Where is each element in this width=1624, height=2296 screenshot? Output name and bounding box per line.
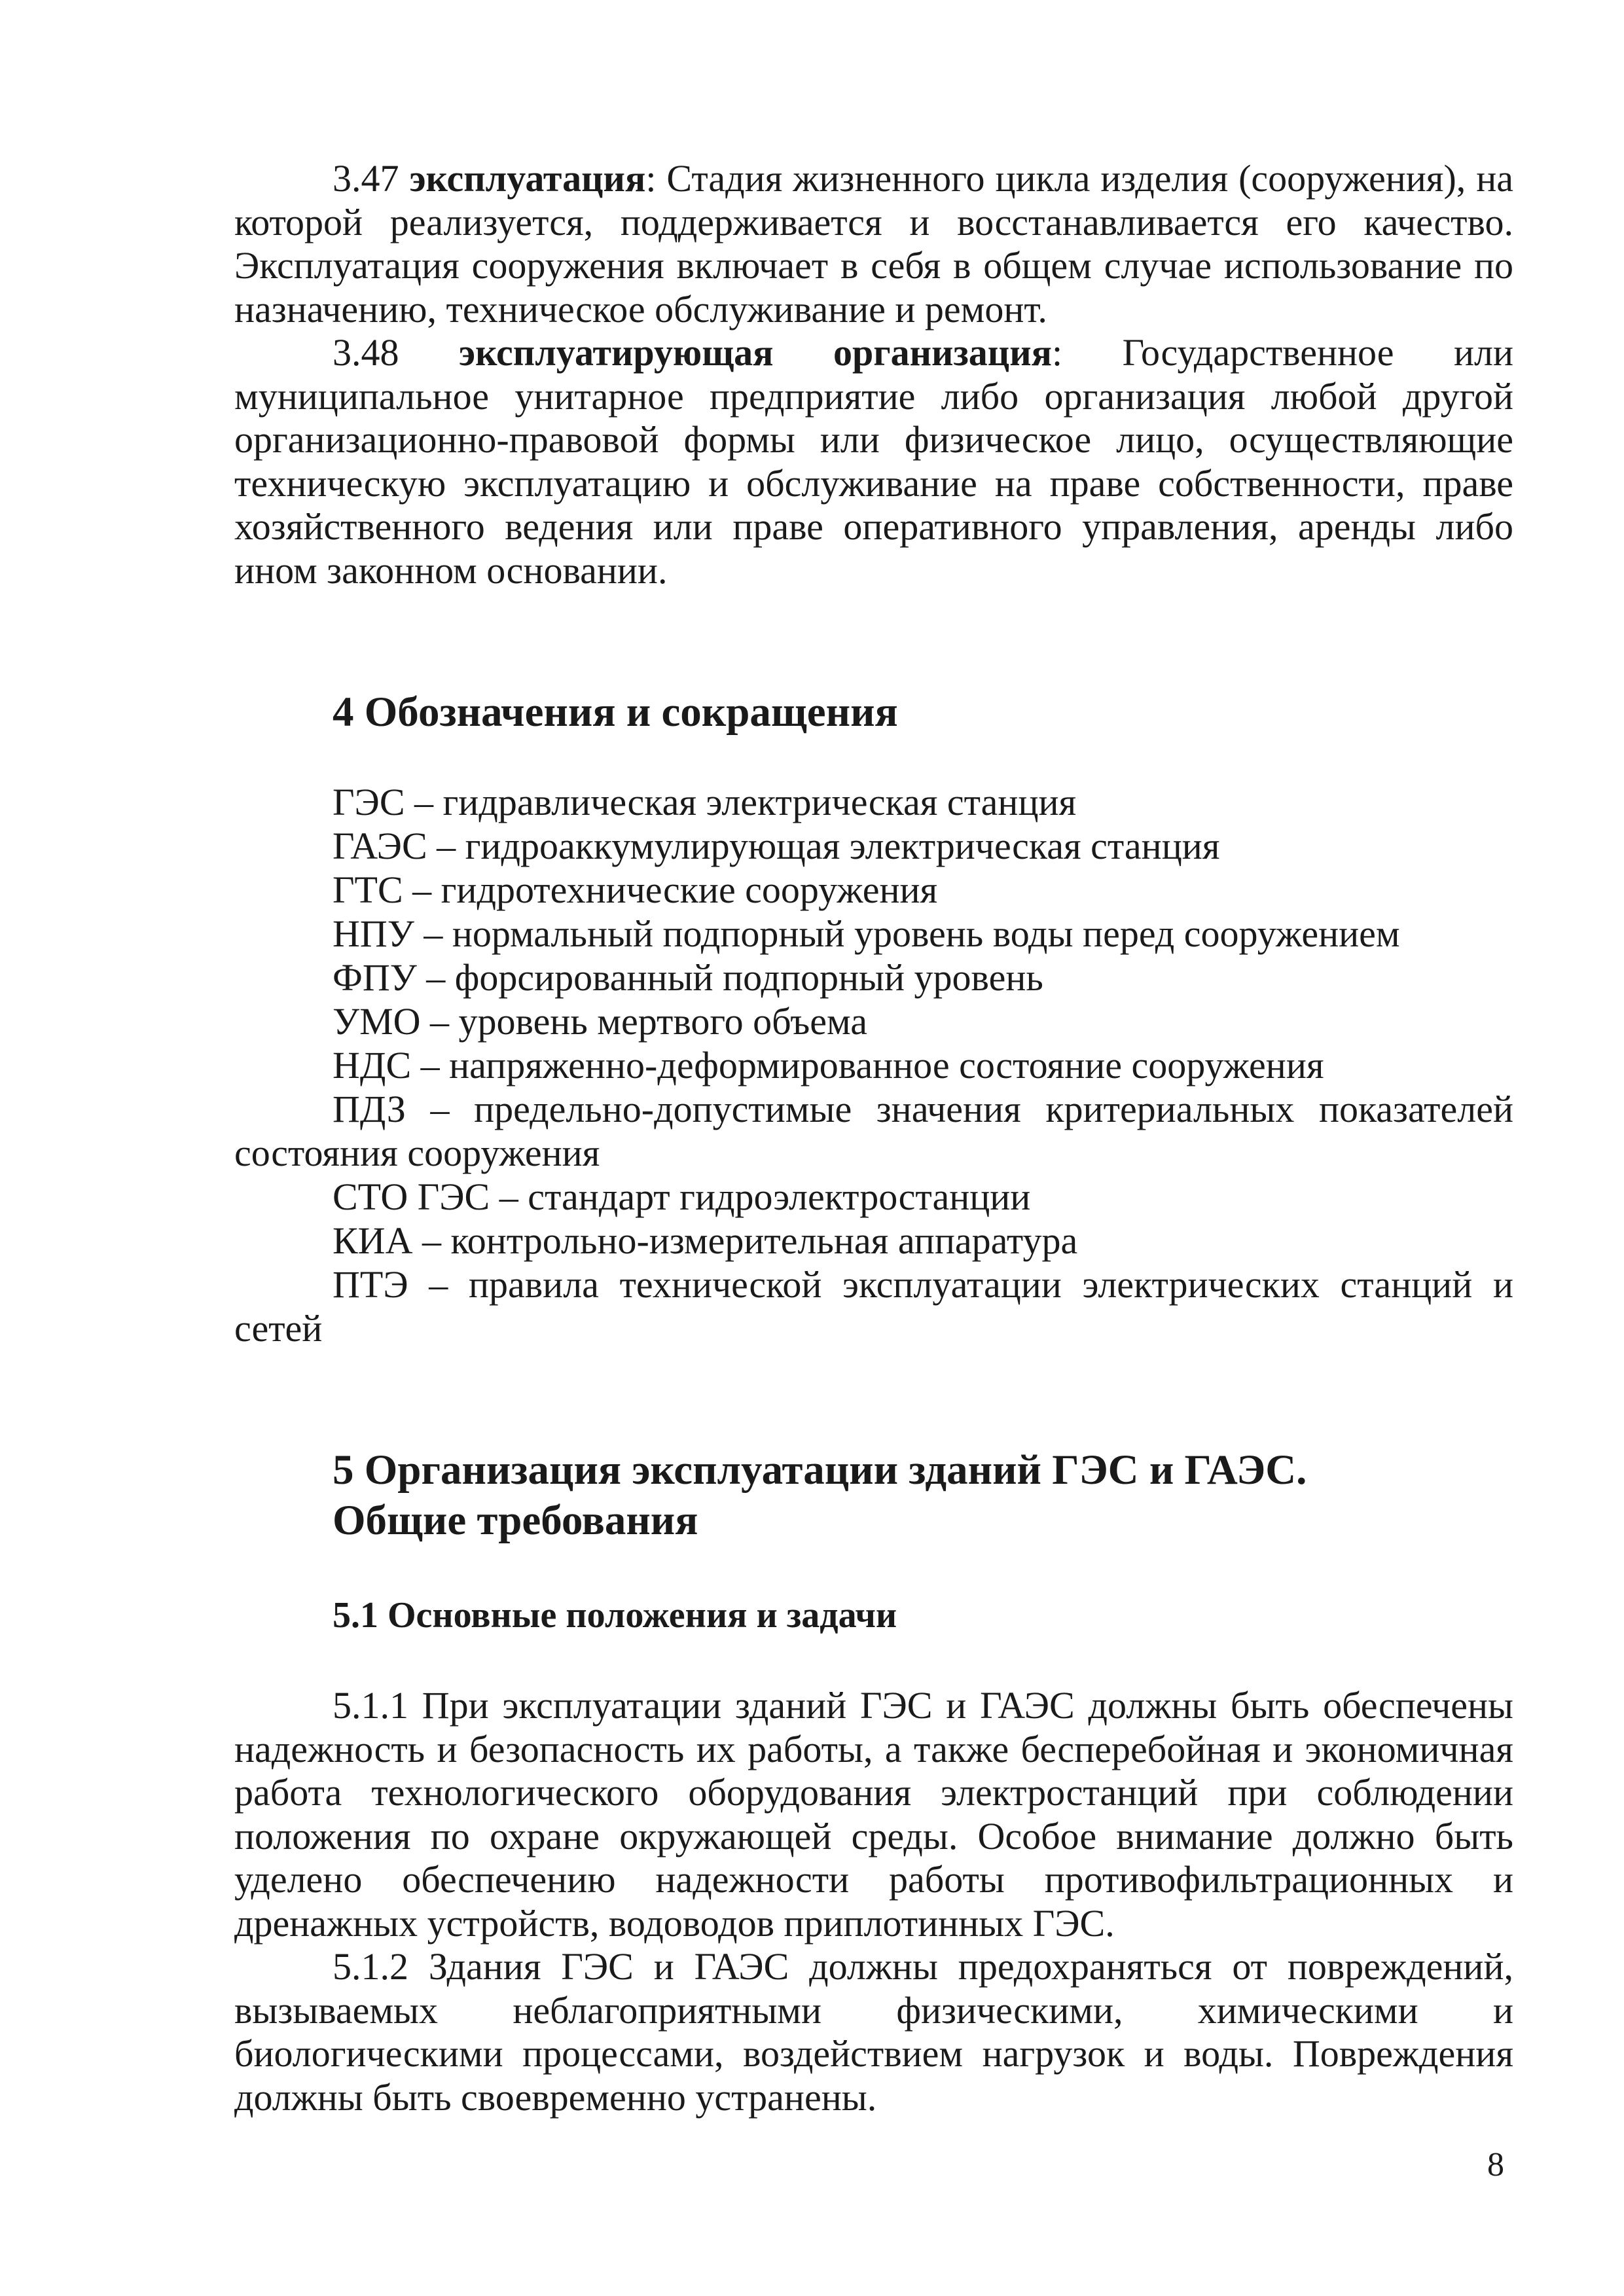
term-definition: : Государственное или муниципальное унитарное предприятие либо организация любой другой организационно-правовой формы или физическое лицо, осуществляющие техническую эксплуатацию и обслуживание на праве собственности, праве хозяйственного ведения или праве оперативного управления, аренды либо ином законном основании. bbox=[234, 331, 1513, 592]
abbreviation-item: СТО ГЭС – стандарт гидроэлектростанции bbox=[333, 1175, 1031, 1218]
abbreviation-item: ПДЗ – предельно-допустимые значения критериальных показателей состояния сооружения bbox=[234, 1088, 1513, 1174]
abbreviation-item: ГАЭС – гидроаккумулирующая электрическая станция bbox=[333, 825, 1220, 867]
abbreviation-item: УМО – уровень мертвого объема bbox=[333, 1000, 868, 1043]
term-definition: : Стадия жизненного цикла изделия (сооружения), на которой реализуется, поддерживается и восстанавливается его качество. Эксплуатация сооружения включает в себя в общем случае использование по назначению, техническое обслуживание и ремонт. bbox=[234, 157, 1514, 331]
abbreviation-item: НДС – напряженно-деформированное состояние сооружения bbox=[333, 1044, 1324, 1086]
subsection-5-1-heading: 5.1 Основные положения и задачи bbox=[333, 1595, 897, 1636]
abbreviation-item: ПТЭ – правила технической эксплуатации электрических станций и сетей bbox=[234, 1263, 1513, 1350]
term-number: 3.47 bbox=[333, 157, 399, 200]
abbreviation-item: ГЭС – гидравлическая электрическая станция bbox=[333, 781, 1077, 823]
section-4-heading: 4 Обозначения и сокращения bbox=[333, 689, 898, 736]
section-5-heading-line-1: 5 Организация эксплуатации зданий ГЭС и ГАЭС. bbox=[333, 1446, 1307, 1494]
paragraph-5-1-2: 5.1.2 Здания ГЭС и ГАЭС должны предохраняться от повреждений, вызываемых неблагоприятными физическими, химическими и биологическими процессами, воздействием нагрузок и воды. Повреждения должны быть своевременно устранены. bbox=[234, 1945, 1513, 2119]
abbreviation-item: КИА – контрольно-измерительная аппаратура bbox=[333, 1219, 1078, 1262]
term-3-48 bbox=[234, 331, 1513, 592]
abbreviation-item: ФПУ – форсированный подпорный уровень bbox=[333, 956, 1043, 999]
term-number: 3.48 bbox=[333, 331, 399, 374]
term-3-47 bbox=[234, 157, 1513, 331]
term-name: эксплуатирующая организация bbox=[459, 331, 1052, 374]
page-number: 8 bbox=[1487, 2146, 1504, 2183]
section-5-heading-line-2: Общие требования bbox=[333, 1497, 698, 1544]
term-name: эксплуатация bbox=[409, 157, 646, 200]
abbreviation-item: ГТС – гидротехнические сооружения bbox=[333, 869, 938, 911]
abbreviation-item: НПУ – нормальный подпорный уровень воды перед сооружением bbox=[333, 912, 1400, 955]
paragraph-5-1-1: 5.1.1 При эксплуатации зданий ГЭС и ГАЭС должны быть обеспечены надежность и безопасность их работы, а также бесперебойная и экономичная работа технологического оборудования электростанций при соблюдении положения по охране окружающей среды. Особое внимание должно быть уделено обеспечению надежности работы противофильтрационных и дренажных устройств, водоводов приплотинных ГЭС. bbox=[234, 1684, 1513, 1945]
